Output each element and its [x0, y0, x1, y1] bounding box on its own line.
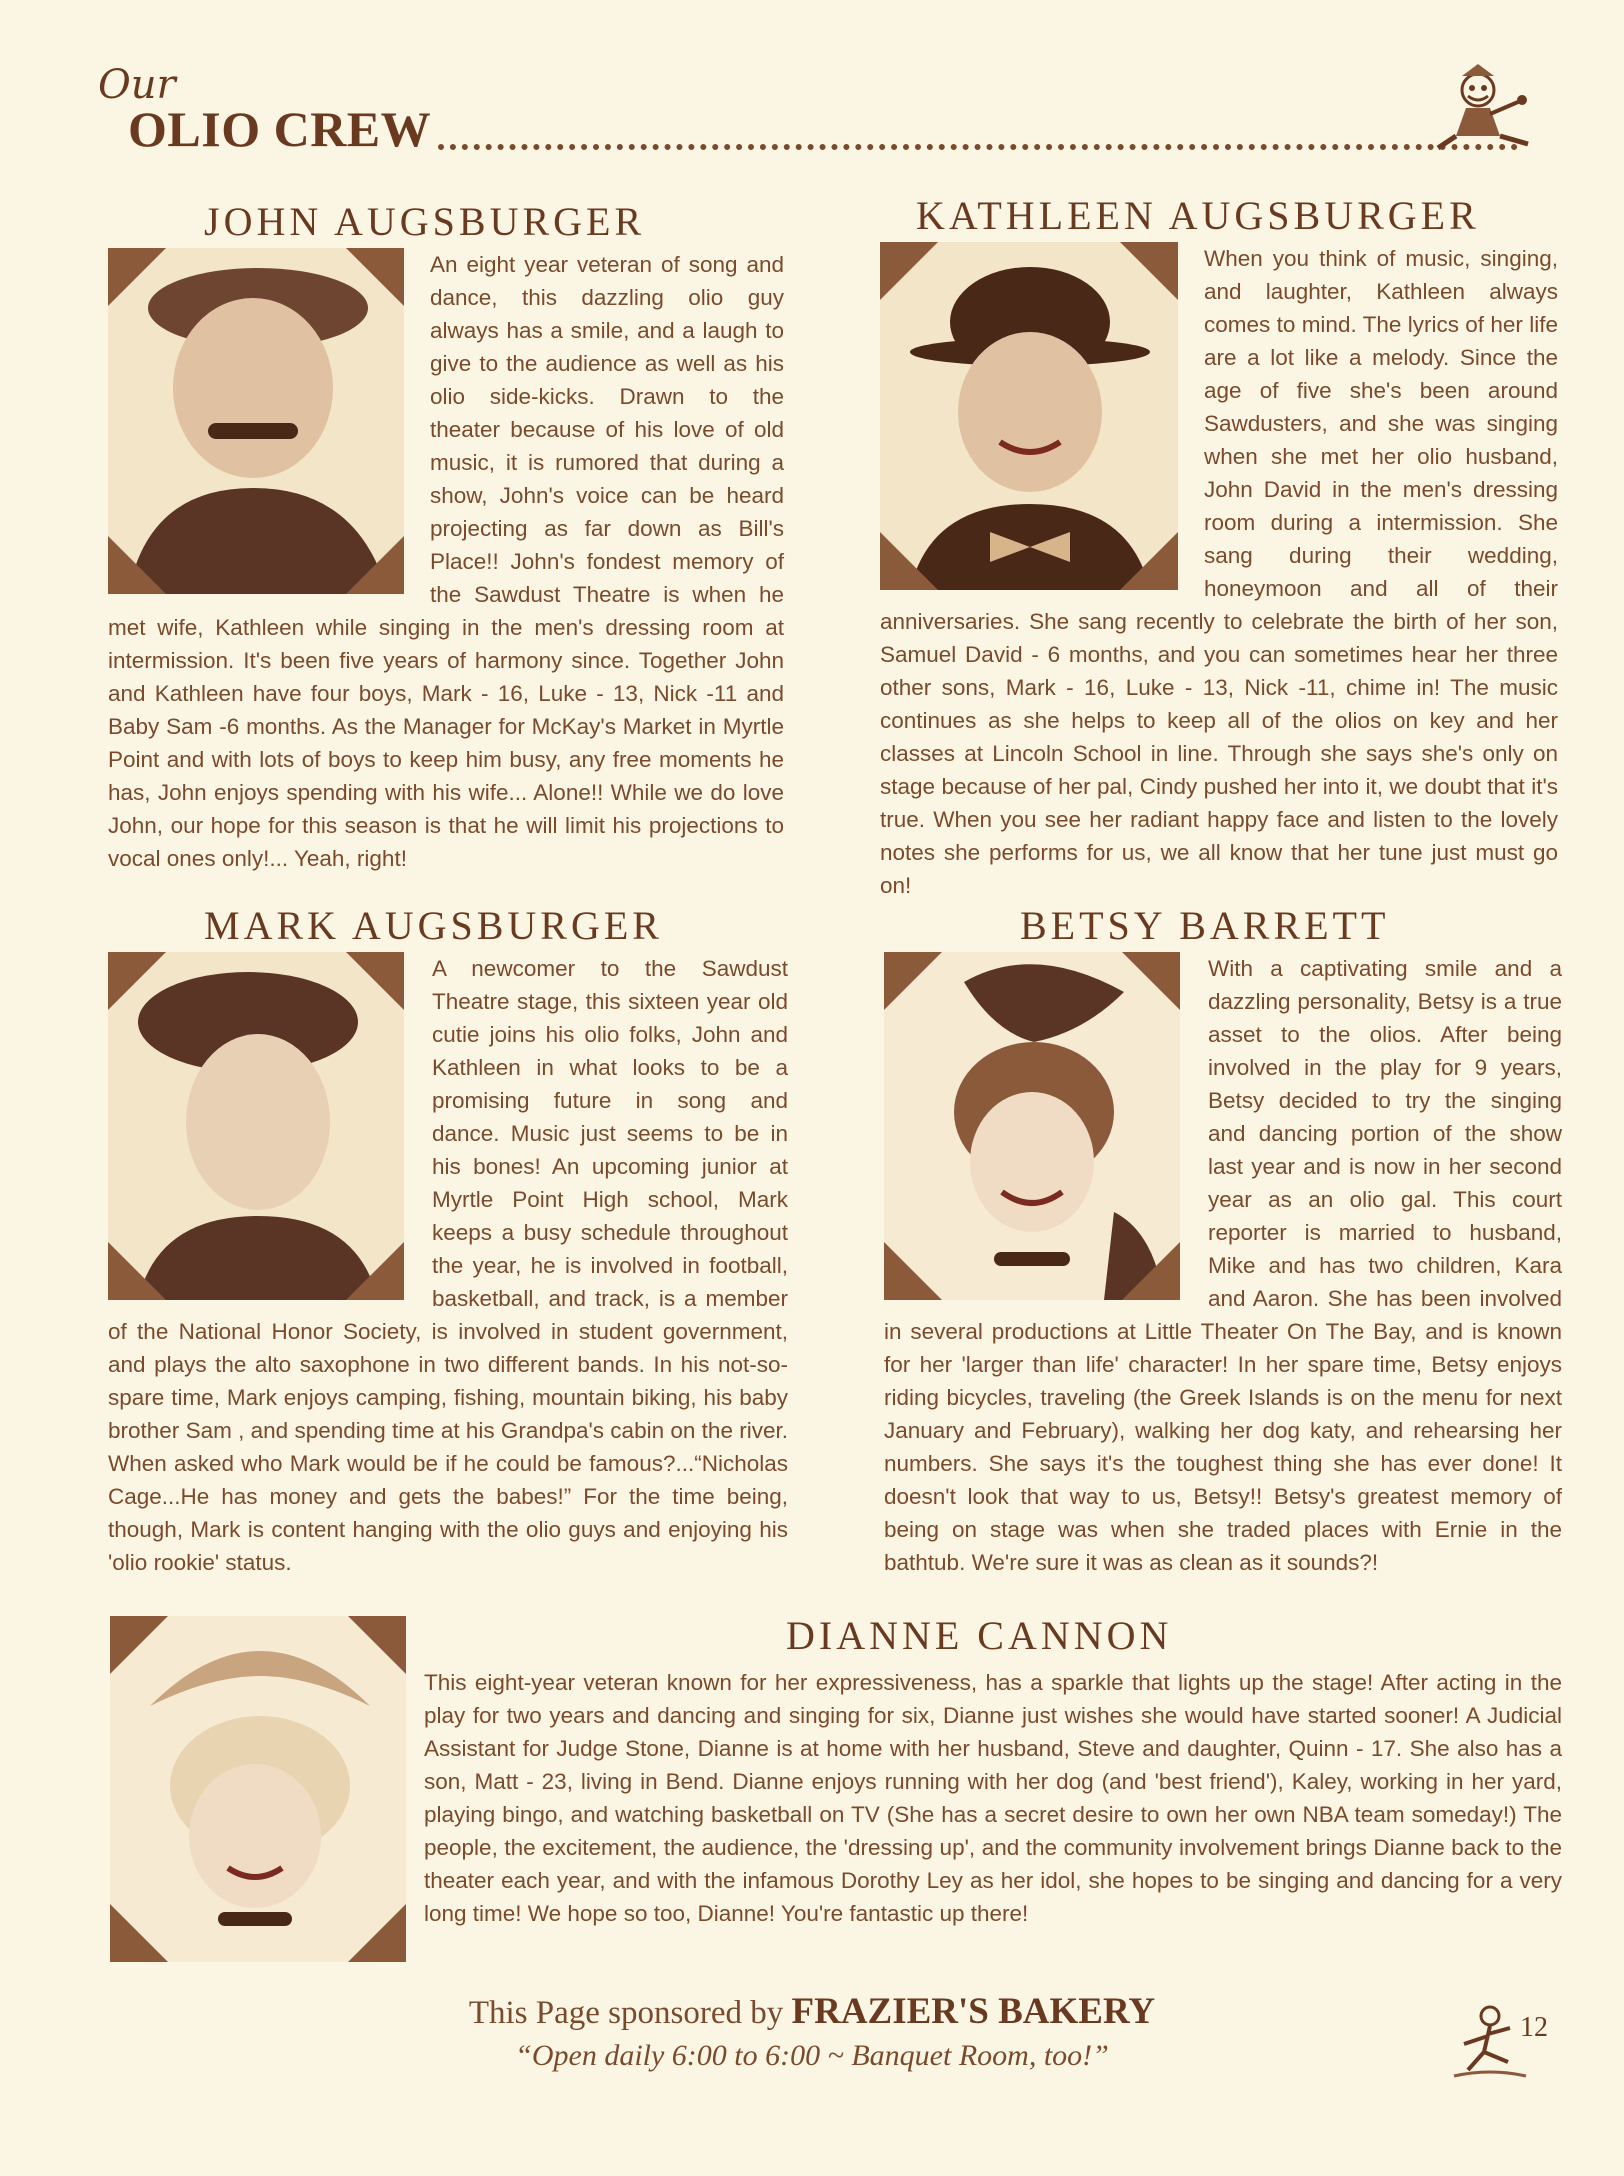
page-number-area: [1450, 2000, 1560, 2080]
page-header: [98, 62, 1538, 162]
bio-john: [108, 198, 784, 871]
bio-mark: [108, 902, 788, 1575]
bio-text-body: When you think of music, singing, and laughter, Kathleen always comes to mind. The lyrics of her life are a lot like a melody. Since the age of five she's been around Sawdusters, and she was singing when she met her olio husband, John David in the men's dressing room during a intermission. She sang during their wedding, honeymoon and all of their anniversaries. She sang recently to celebrate the birth of her son, Samuel David - 6 months, and you can sometimes hear her three other sons, Mark - 16, Luke - 13, Nick -11, chime in! The music continues as she helps to keep all of the olios on key and her classes at Lincoln School in line. Through she says she's only on stage because of her pal, Cindy pushed her into it, we doubt that it's true. When you see her radiant happy face and listen to the lovely notes she performs for us, we all know that her tune just must go on!: [880, 246, 1558, 898]
bio-text: This eight-year veteran known for her expressiveness, has a sparkle that lights up the stage! After acting in the play for two years and dancing and singing for six, Dianne just wishes she would have started sooner! A Judicial Assistant for Judge Stone, Dianne is at home with her husband, Steve and daughter, Quinn - 17. She also has a son, Matt - 23, living in Bend. Dianne enjoys running with her dog (and 'best friend'), Kaley, working in her yard, playing bingo, and watching basketball on TV (She has a secret desire to own her own NBA team someday!) The people, the excitement, the audience, the 'dressing up', and the community involvement brings Dianne back to the theater each year, and with the infamous Dorothy Ley as her idol, she hopes to be singing and dancing for a very long time! We hope so too, Dianne! You're fantastic up there!: [424, 1670, 1562, 1926]
bio-text: [884, 952, 1562, 1579]
page-title: OLIO CREW: [128, 101, 432, 157]
portrait-photo: [884, 952, 1180, 1300]
bio-text: [108, 952, 788, 1579]
sponsor-line: [0, 1990, 1624, 2033]
bio-name: JOHN AUGSBURGER: [204, 199, 646, 244]
bio-text-body: An eight year veteran of song and dance, this dazzling olio guy always has a smile, and a laugh to give to the audience as well as his olio side-kicks. Drawn to the theater because of his love of old music, it is rumored that during a show, John's voice can be heard projecting as far down as Bill's Place!! John's fondest memory of the Sawdust Theatre is when he met wife, Kathleen while singing in the men's dressing room at intermission. It's been five years of harmony since. Together John and Kathleen have four boys, Mark - 16, Luke - 13, Nick -11 and Baby Sam -6 months. As the Manager for McKay's Market in Myrtle Point and with lots of boys to keep him busy, any free moments he has, John enjoys spending with his wife... Alone!! While we do love John, our hope for this season is that he will limit his projections to vocal ones only!... Yeah, right!: [108, 252, 784, 871]
bio-kathleen: [880, 192, 1558, 898]
dotted-leader: [438, 144, 1518, 150]
bio-betsy: [884, 902, 1562, 1575]
sponsor-tagline: “Open daily 6:00 to 6:00 ~ Banquet Room, too!”: [515, 2039, 1109, 2072]
bio-name: BETSY BARRETT: [1020, 903, 1390, 948]
clown-mascot-icon: [1408, 62, 1548, 152]
bio-text: [108, 248, 784, 875]
page-number: 12: [1520, 2012, 1548, 2043]
portrait-photo: [110, 1616, 406, 1962]
bio-dianne: [110, 1612, 1562, 1972]
sponsor-name: FRAZIER'S BAKERY: [791, 1991, 1156, 2032]
bio-name: DIANNE CANNON: [786, 1613, 1173, 1658]
bio-text-body: With a captivating smile and a dazzling personality, Betsy is a true asset to the olios. After being involved in the play for 9 years, Betsy decided to try the singing and dancing portion of the show last year and is now in her second year as an olio gal. This court reporter is married to husband, Mike and has two children, Kara and Aaron. She has been involved in several productions at Little Theater On The Bay, and is known for her 'larger than life' character! In her spare time, Betsy enjoys riding bicycles, traveling (the Greek Islands is on the menu for next January and February), walking her dog katy, and rehearsing her numbers. She says it's the toughest thing she has ever done! It doesn't look that way to us, Betsy!! Betsy's greatest memory of being on stage was when she traded places with Ernie in the bathtub. We're sure it was as clean as it sounds?!: [884, 956, 1562, 1575]
portrait-photo: [108, 952, 404, 1300]
header-our: Our: [98, 62, 176, 108]
sponsor-prefix: This Page sponsored by: [468, 1995, 792, 2031]
sponsor-footer: [0, 1990, 1624, 2073]
portrait-photo: [108, 248, 404, 594]
performer-icon: [1450, 2000, 1530, 2080]
portrait-photo: [880, 242, 1178, 590]
bio-text-body: A newcomer to the Sawdust Theatre stage, this sixteen year old cutie joins his olio folks, John and Kathleen in what looks to be a promising future in song and dance. Music just seems to be in his bones! An upcoming junior at Myrtle Point High school, Mark keeps a busy schedule throughout the year, he is involved in football, basketball, and track, is a member of the National Honor Society, is involved in student government, and plays the alto saxophone in two different bands. In his not-so-spare time, Mark enjoys camping, fishing, mountain biking, his baby brother Sam , and spending time at his Grandpa's cabin on the river. When asked who Mark would be if he could be famous?...“Nicholas Cage...He has money and gets the babes!” For the time being, though, Mark is content hanging with the olio guys and enjoying his 'olio rookie' status.: [108, 956, 788, 1575]
bio-name: MARK AUGSBURGER: [204, 903, 663, 948]
bio-name: KATHLEEN AUGSBURGER: [916, 193, 1480, 238]
bio-text: [880, 242, 1558, 902]
